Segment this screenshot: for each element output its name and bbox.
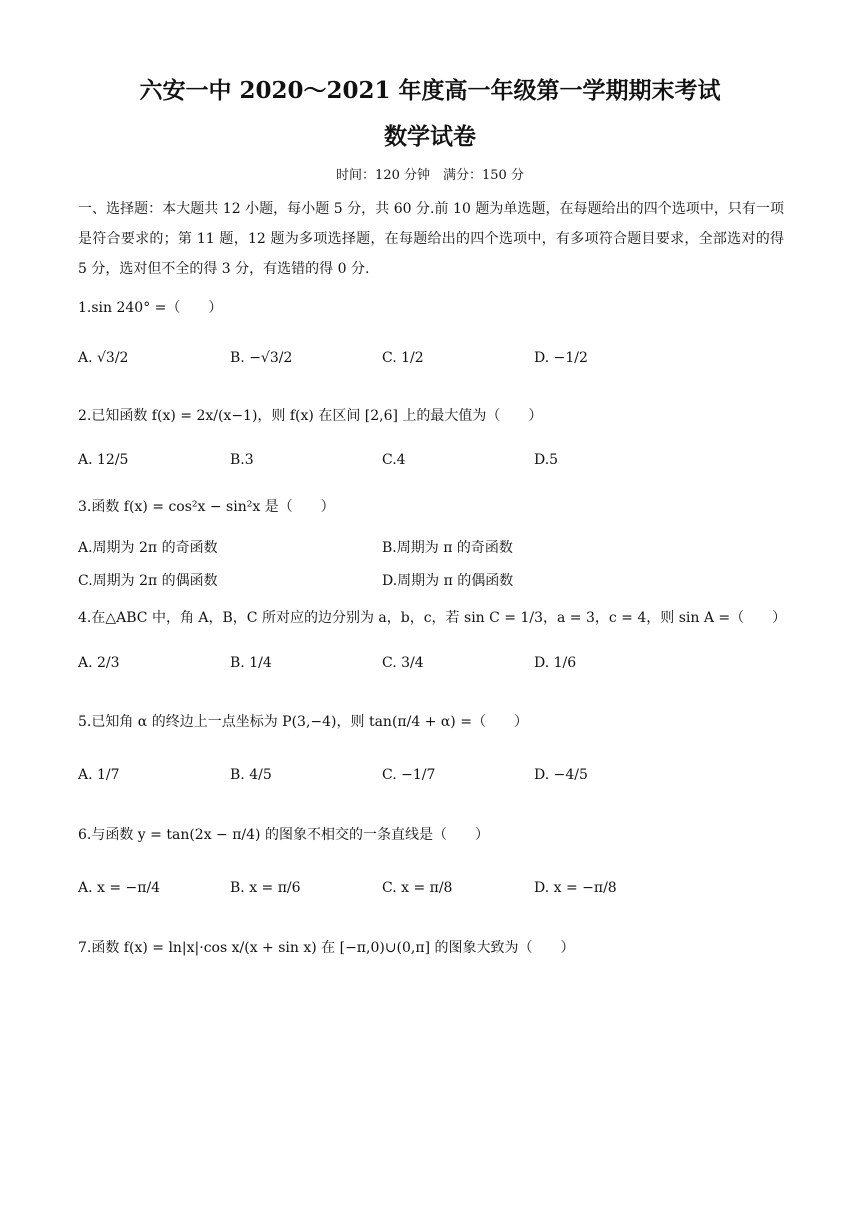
question-1-option-b: B. −√3/2 xyxy=(230,350,293,366)
question-1-stem: 1.sin 240° =（ ） xyxy=(78,300,223,316)
question-4-option-a: A. 2/3 xyxy=(78,655,120,671)
question-2-option-d: D.5 xyxy=(534,452,559,468)
question-6-option-b: B. x = π/6 xyxy=(230,880,301,896)
section-intro: 一、选择题：本大题共 12 小题，每小题 5 分，共 60 分.前 10 题为单选题，在每题给出的四个选项中，只有一项是符合要求的；第 11 题，12 题为多项选择题，在每题给出的四个选项中，有多项符合题目要求，全部选对的得 5 分，选对但不全的得 3 分，有选错的得 0 分. xyxy=(78,201,784,277)
question-6-stem: 6.与函数 y = tan(2x − π/4) 的图象不相交的一条直线是（ ） xyxy=(78,827,489,843)
question-2-option-c: C.4 xyxy=(382,452,406,468)
question-5-option-b: B. 4/5 xyxy=(230,767,272,783)
question-1-option-d: D. −1/2 xyxy=(534,350,588,366)
question-5-option-d: D. −4/5 xyxy=(534,767,588,783)
question-2-option-b: B.3 xyxy=(230,452,254,468)
question-3-option-c: C.周期为 2π 的偶函数 xyxy=(78,573,218,589)
question-1-option-a: A. √3/2 xyxy=(78,350,129,366)
question-5-option-a: A. 1/7 xyxy=(78,767,120,783)
exam-subtitle: 数学试卷 xyxy=(384,123,476,150)
question-5-option-c: C. −1/7 xyxy=(382,767,436,783)
question-2-stem: 2.已知函数 f(x) = 2x/(x−1)，则 f(x) 在区间 [2,6] 上的最大值为（ ） xyxy=(78,408,543,424)
question-4-stem: 4.在△ABC 中，角 A，B，C 所对应的边分别为 a，b，c，若 sin C = 1/3，a = 3，c = 4，则 sin A =（ ） xyxy=(78,610,787,626)
question-6-option-a: A. x = −π/4 xyxy=(78,880,161,896)
question-4-option-d: D. 1/6 xyxy=(534,655,577,671)
question-7-stem: 7.函数 f(x) = ln|x|·cos x/(x + sin x) 在 [−π,0)∪(0,π] 的图象大致为（ ） xyxy=(78,940,575,956)
question-5-stem: 5.已知角 α 的终边上一点坐标为 P(3,−4)，则 tan(π/4 + α) =（ ） xyxy=(78,714,528,730)
question-6-option-d: D. x = −π/8 xyxy=(534,880,617,896)
question-3-option-b: B.周期为 π 的奇函数 xyxy=(382,540,513,556)
question-4-option-c: C. 3/4 xyxy=(382,655,424,671)
question-3-option-a: A.周期为 2π 的奇函数 xyxy=(78,540,218,556)
question-4-option-b: B. 1/4 xyxy=(230,655,272,671)
question-2-option-a: A. 12/5 xyxy=(78,452,129,468)
question-1-option-c: C. 1/2 xyxy=(382,350,424,366)
question-3-option-d: D.周期为 π 的偶函数 xyxy=(382,573,514,589)
question-6-option-c: C. x = π/8 xyxy=(382,880,453,896)
exam-title: 六安一中 2020～2021 年度高一年级第一学期期末考试 xyxy=(139,77,721,104)
exam-meta: 时间：120 分钟 满分：150 分 xyxy=(336,168,524,183)
question-3-stem: 3.函数 f(x) = cos²x − sin²x 是（ ） xyxy=(78,499,335,515)
